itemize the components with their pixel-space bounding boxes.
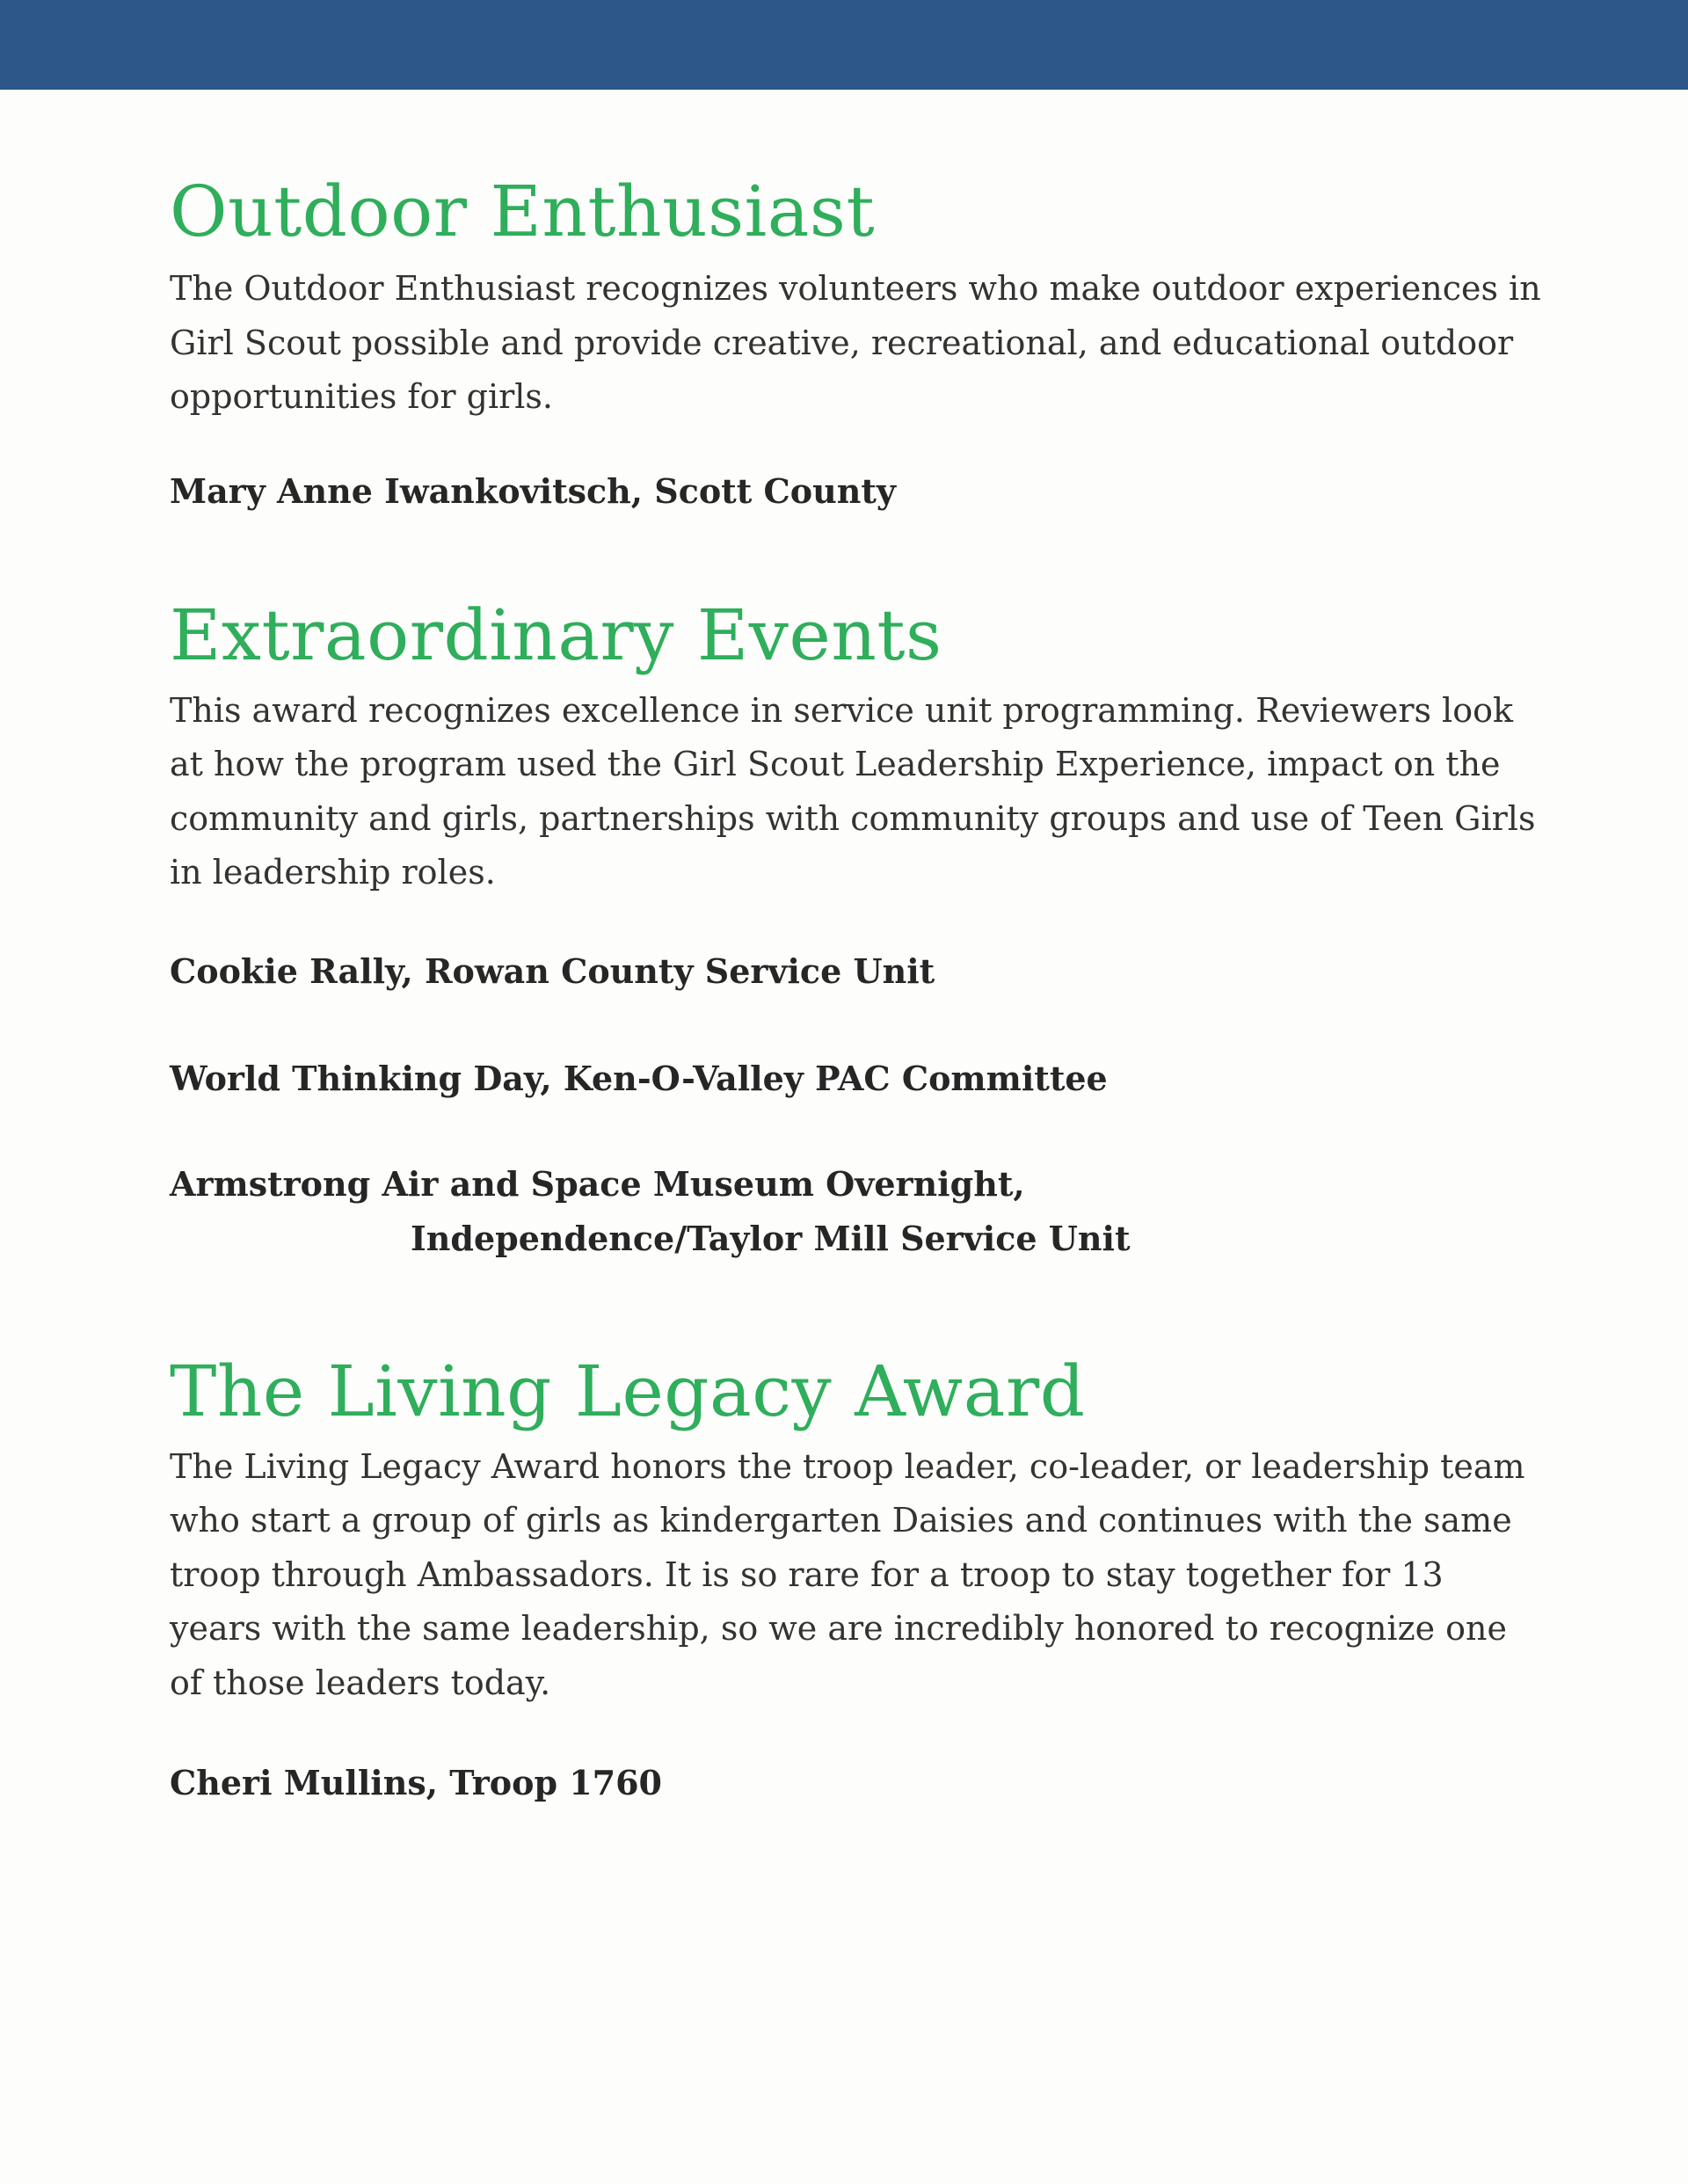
section-title: Outdoor Enthusiast — [170, 171, 876, 252]
section-description: The Living Legacy Award honors the troop leader, co-leader, or leadership team who start a group of girls as kindergarten Daisies and continues with the same troop through Ambassadors. It is so rare for a troop to stay together for 13 years with the same leadership, so we are incredibly honored to recognize one of those leaders today. — [170, 1446, 1525, 1702]
section-living-legacy-award — [170, 1345, 1541, 1811]
section-description: This award recognizes excellence in service unit programming. Reviewers look at how the program used the Girl Scout Leadership Experience, impact on the community and girls, partnerships with community groups and use of Teen Girls in leadership roles. — [170, 690, 1536, 892]
honoree-name-line2: Independence/Taylor Mill Service Unit — [411, 1218, 1131, 1258]
honoree-name: World Thinking Day, Ken-O-Valley PAC Committee — [170, 1058, 1108, 1098]
section-title: Extraordinary Events — [170, 593, 942, 676]
top-header-band — [0, 0, 1688, 90]
section-description: The Outdoor Enthusiast recognizes volunteers who make outdoor experiences in Girl Scout possible and provide creative, recreational, and educational outdoor opportunities for girls. — [170, 269, 1541, 416]
honoree-name: Cheri Mullins, Troop 1760 — [170, 1763, 662, 1802]
section-title: The Living Legacy Award — [170, 1350, 1086, 1432]
honoree-name: Mary Anne Iwankovitsch, Scott County — [170, 470, 896, 511]
section-outdoor-enthusiast — [170, 165, 1541, 519]
awards-content — [170, 165, 1541, 1810]
honoree-name-line1: Armstrong Air and Space Museum Overnight, — [170, 1163, 1025, 1204]
honoree-name: Cookie Rally, Rowan County Service Unit — [170, 950, 935, 991]
section-extraordinary-events — [170, 589, 1541, 1266]
honoree-name — [170, 1157, 1541, 1266]
